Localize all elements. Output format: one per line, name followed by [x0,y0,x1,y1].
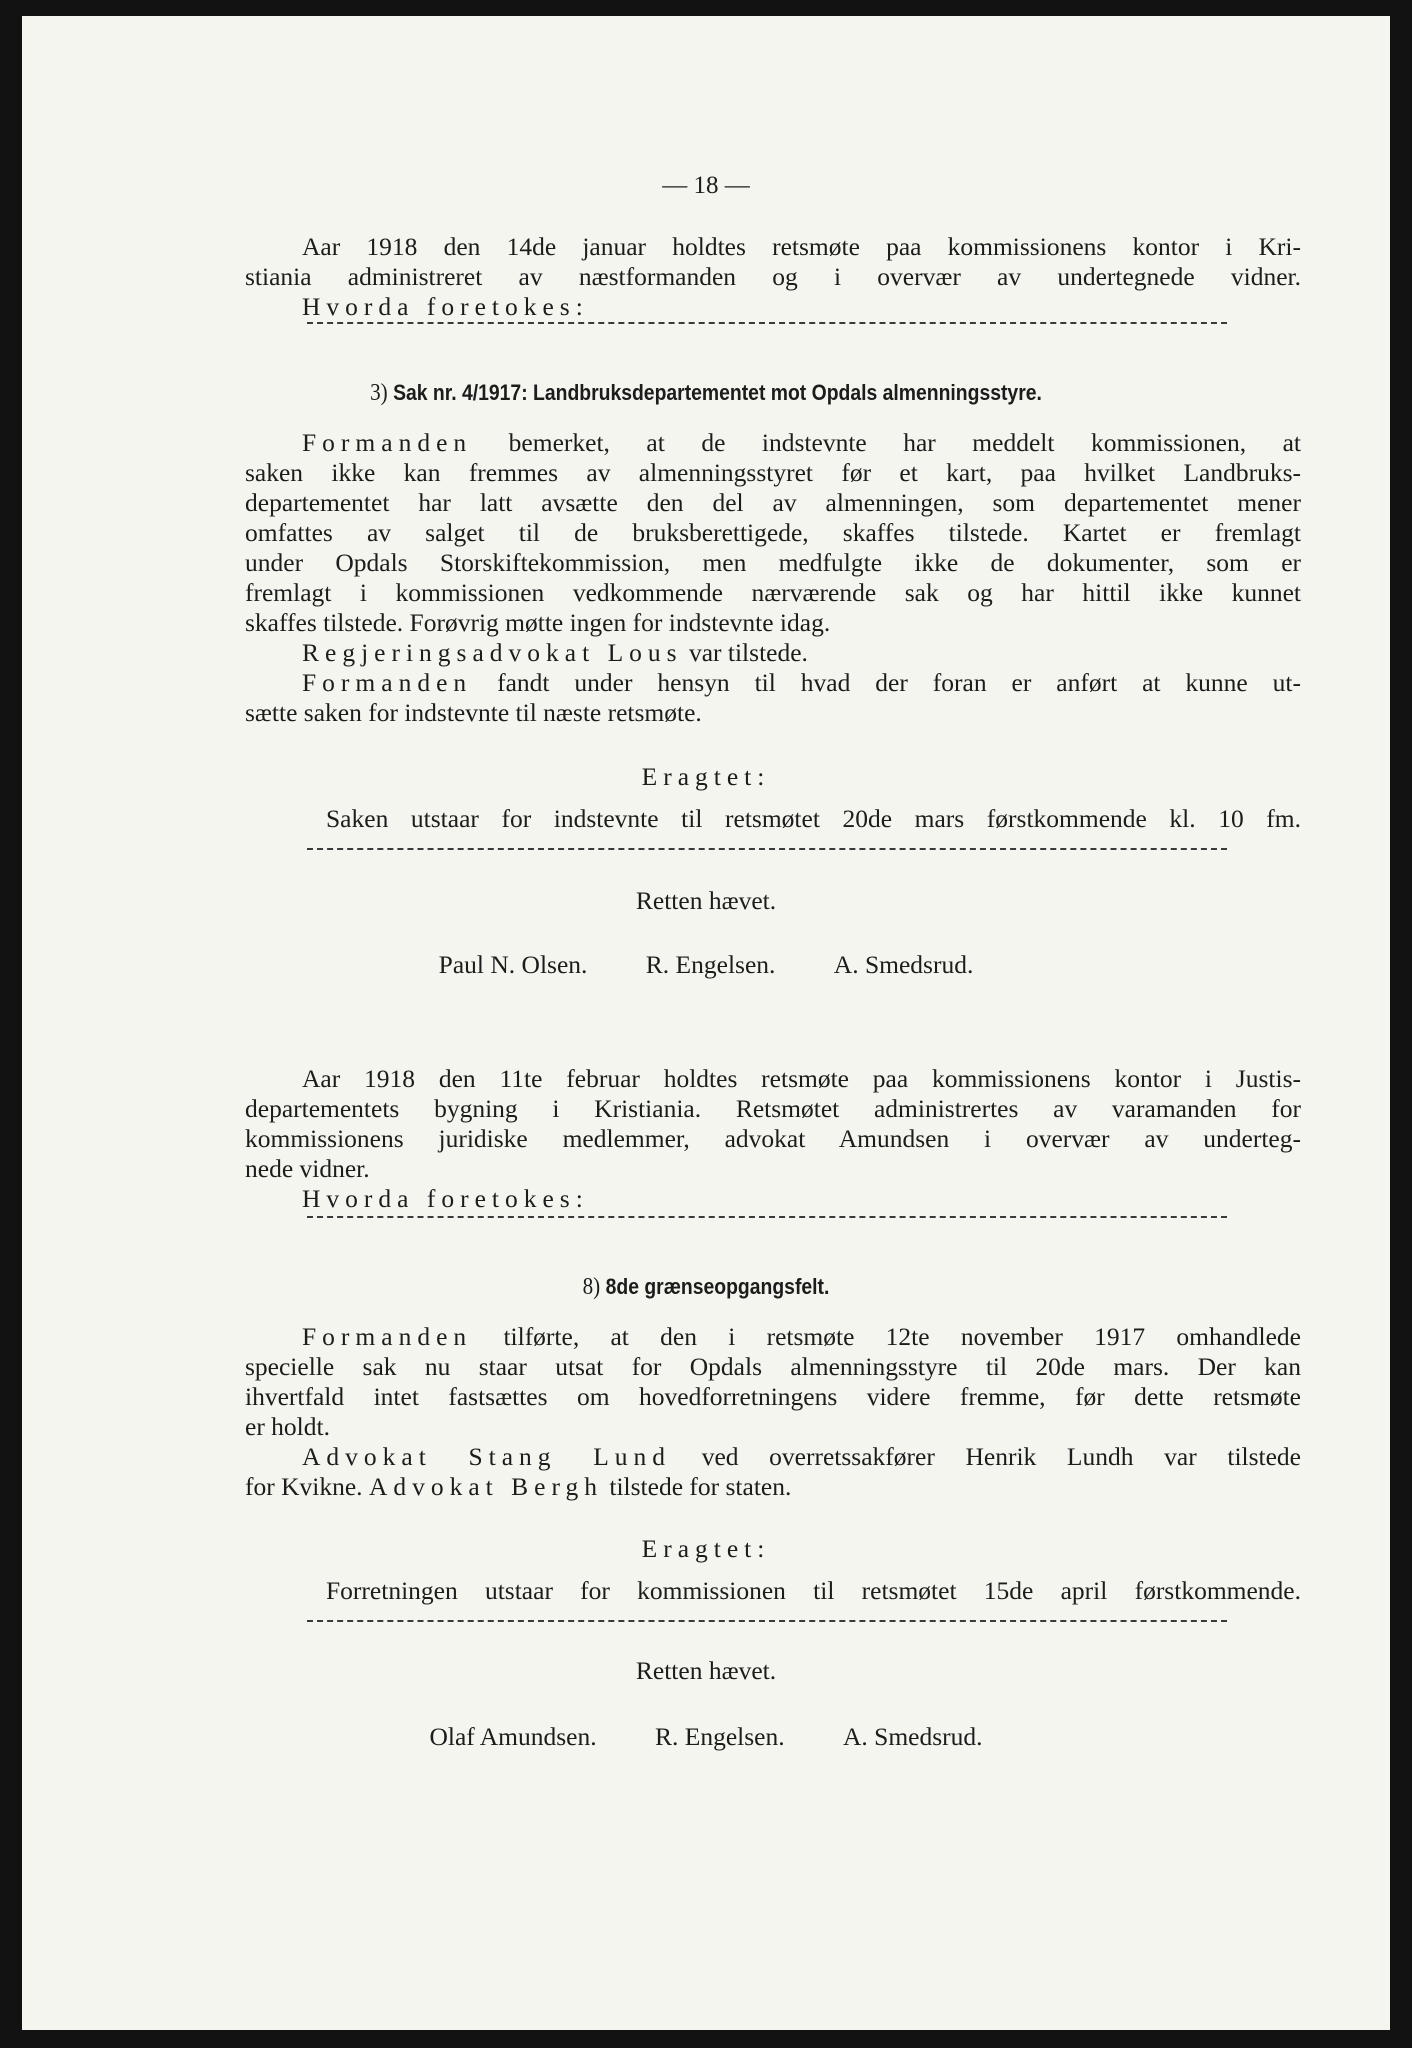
entry1-body [245,428,1301,728]
entry1-para1-line: Formanden bemerket, at de indstevnte har meddelt kommissionen, at [302,428,1301,457]
dashed-rule [307,1216,1227,1218]
document-page [22,16,1390,2030]
entry1-para1-line: omfattes av salget til de bruksberettigede, skaffes tilstede. Kartet er fremlagt [245,518,1301,547]
entry1-para3-line: Formanden fandt under hensyn til hvad der foran er anført at kunne ut- [302,668,1302,697]
entry2-para2-line: Advokat Stang Lund ved overretssakfører Henrik Lundh var tilstede [302,1442,1302,1471]
entry2-opening [245,1064,1301,1214]
entry1-ruling: Saken utstaar for indstevnte til retsmøtet 20de mars førstkommende kl. 10 fm. [326,804,1301,833]
entry1-eragtet: Eragtet: [641,762,771,791]
page-number: — 18 — [662,172,750,199]
entry2-ruling: Forretningen utstaar for kommissionen til retsmøtet 15de april førstkommende. [326,1576,1301,1605]
entry2-para2-lead: Advokat Stang Lund [302,1442,672,1471]
entry2-opening-line: Aar 1918 den 11te februar holdtes retsmøte paa kommissionens kontor i Justis- [302,1064,1301,1093]
entry2-para1-line: Formanden tilførte, at den i retsmøte 12te november 1917 omhandlede [302,1322,1301,1351]
entry2-case-number: 8) [582,1274,601,1300]
entry1-closing: Retten hævet. [635,886,777,915]
signature: Olaf Amundsen. [429,1722,597,1751]
entry1-ruling-block [245,804,1301,834]
entry1-para1-line: under Opdals Storskiftekommission, men medfulgte ikke de dokumenter, som er [245,548,1301,577]
entry1-para3-lead: Formanden [302,668,473,697]
entry1-case-number: 3) [370,380,388,406]
entry2-opening-line: nede vidner. [245,1154,370,1183]
entry2-para1-line: er holdt. [245,1412,330,1441]
entry1-signatures [22,950,1390,980]
entry1-opening-line: stiania administreret av næstformanden og i overvær av undertegnede vidner. [245,262,1301,291]
entry1-para2: Regjeringsadvokat Lous var tilstede. [302,638,808,667]
entry1-case-heading [104,380,1308,407]
entry2-para2-line: for Kvikne. Advokat Bergh tilstede for staten. [245,1472,792,1501]
signature: R. Engelsen. [645,950,776,979]
entry2-hvorda: Hvorda foretokes: [302,1184,589,1213]
entry2-closing: Retten hævet. [635,1656,777,1685]
entry1-para1-line: saken ikke kan fremmes av almenningsstyret før et kart, paa hvilket Landbruks- [245,458,1301,487]
signature: A. Smedsrud. [833,950,974,979]
entry2-case-heading [104,1274,1308,1301]
entry2-opening-line: kommissionens juridiske medlemmer, advokat Amundsen i overvær av underteg- [245,1124,1301,1153]
entry1-para1-line: fremlagt i kommissionen vedkommende nærværende sak og har hittil ikke kunnet [245,578,1301,607]
entry2-case-title: 8de grænseopgangsfelt. [605,1274,830,1299]
entry1-opening-line: Aar 1918 den 14de januar holdtes retsmøte paa kommissionens kontor i Kri- [302,232,1301,261]
entry1-case-title: Sak nr. 4/1917: Landbruksdepartementet mot Opdals almenningsstyre. [393,380,1042,405]
signature: R. Engelsen. [655,1722,785,1751]
entry1-para2-lead: Regjeringsadvokat Lous [302,638,683,667]
entry2-para2-lead: Advokat Bergh [368,1472,603,1501]
entry2-para1-line: specielle sak nu staar utsat for Opdals almenningsstyre til 20de mars. Der kan [245,1352,1301,1381]
entry2-ruling-block [245,1576,1301,1606]
dashed-rule [307,1620,1227,1622]
entry2-opening-line: departementets bygning i Kristiania. Retsmøtet administrertes av varamanden for [245,1094,1301,1123]
entry1-para1-lead: Formanden [302,428,473,457]
dashed-rule [307,848,1227,850]
entry1-para1-line: skaffes tilstede. Forøvrig møtte ingen for indstevnte idag. [245,608,831,637]
entry2-para1-lead: Formanden [302,1322,473,1351]
signature: A. Smedsrud. [842,1722,983,1751]
entry2-signatures [22,1722,1390,1752]
entry1-para3-line: sætte saken for indstevnte til næste retsmøte. [245,698,702,727]
entry2-para1-line: ihvertfald intet fastsættes om hovedforretningens videre fremme, før dette retsmøte [245,1382,1301,1411]
entry1-hvorda: Hvorda foretokes: [302,292,589,321]
entry1-opening [245,232,1301,322]
entry1-para1-line: departementet har latt avsætte den del av almenningen, som departementet mener [245,488,1301,517]
entry2-eragtet: Eragtet: [641,1534,771,1563]
entry2-body [245,1322,1301,1502]
signature: Paul N. Olsen. [438,950,588,979]
dashed-rule [307,322,1227,324]
